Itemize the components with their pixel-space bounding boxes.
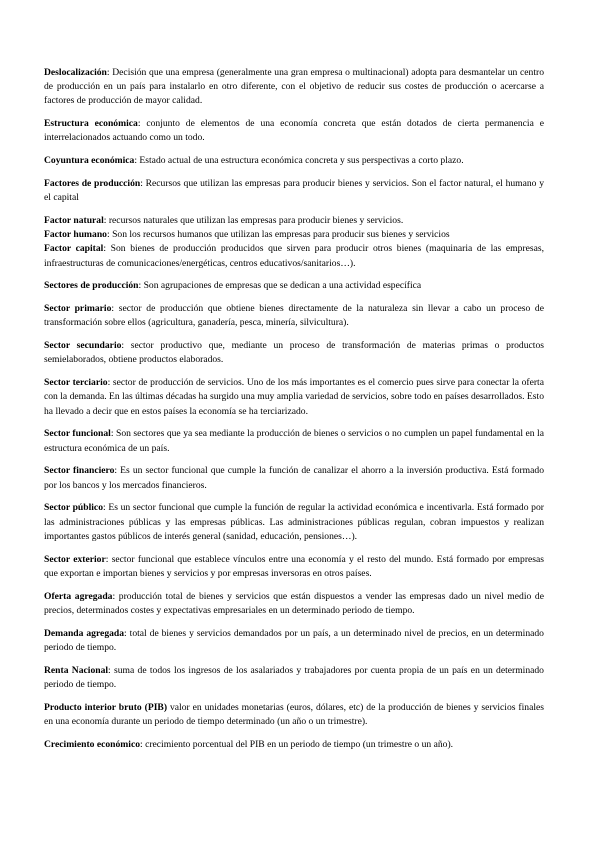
definition-term: Producto interior bruto (PIB): [44, 701, 168, 713]
definition-term: Factor capital: [44, 243, 104, 255]
definition-text: valor en unidades monetarias (euros, dólares, etc) de la producción de bienes y servicios finales en una economía durante un periodo de tiempo determinado (un año o un trimestre).: [44, 701, 544, 727]
definition-text: sector de producción de servicios. Uno de los más importantes es el comercio pues sirve para conectar la oferta con la demanda. En las últimas décadas ha surgido una muy amplia variedad de servicios, sobre todo en países desarrollados. Esto ha llevado a decir que en estos países la economía se ha terciarizado.: [44, 377, 544, 417]
definition-separator: :: [121, 340, 131, 352]
definition-text: Es un sector funcional que cumple la función de regular la actividad económica e incentivarla. Está formado por las administraciones públicas y las empresas públicas. Las administraciones públicas regulan, cobran impuestos y realizan importantes gastos públicos de interés general (sanidad, educación, pensiones…).: [44, 502, 544, 542]
definition-text: sector productivo que, mediante un proceso de transformación de materias primas o productos semielaborados, obtiene productos elaborados.: [44, 340, 544, 366]
definition-entry: [44, 154, 544, 168]
definition-entry: [44, 501, 544, 544]
definition-entry: [44, 177, 544, 205]
definition-text: Decisión que una empresa (generalmente una gran empresa o multinacional) adopta para desmantelar un centro de producción en un país para instalarlo en otro diferente, con el objetivo de reducir sus costes de producción o acercarse a factores de producción de mayor calidad.: [44, 67, 544, 107]
definition-separator: :: [107, 377, 113, 389]
definition-separator: :: [103, 502, 109, 514]
definition-entry: [44, 242, 544, 270]
definition-entry: [44, 553, 544, 581]
definition-term: Sector financiero: [44, 465, 115, 477]
definition-separator: :: [105, 553, 112, 565]
definition-text: sector de producción que obtiene bienes directamente de la naturaleza sin llevar a cabo un proceso de transformación sobre ellos (agricultura, ganadería, pesca, minería, silvicultura).: [44, 303, 544, 329]
definition-term: Demanda agregada: [44, 627, 125, 639]
definition-term: Sector secundario: [44, 340, 122, 352]
definition-term: Coyuntura económica: [44, 155, 135, 167]
definition-term: Estructura económica: [44, 118, 138, 130]
definition-text: crecimiento porcentual del PIB en un periodo de tiempo (un trimestre o un año).: [145, 738, 454, 750]
definition-entry: [44, 590, 544, 618]
definition-entry: [44, 738, 544, 752]
definition-separator: :: [124, 627, 130, 639]
definition-entry: [44, 376, 544, 419]
document-page: [44, 66, 544, 760]
definition-term: Factor humano: [44, 229, 107, 241]
definition-entry: [44, 664, 544, 692]
definition-entry: [44, 627, 544, 655]
definition-separator: :: [138, 280, 144, 292]
definition-entry: [44, 302, 544, 330]
definition-text: Son sectores que ya sea mediante la producción de bienes o servicios o no cumplen un papel fundamental en la estructura económica de un país.: [44, 428, 544, 454]
definition-separator: :: [106, 229, 113, 241]
definition-entry: [44, 214, 544, 228]
definition-entry: [44, 427, 544, 455]
definition-term: Sectores de producción: [44, 280, 139, 292]
definition-separator: :: [140, 178, 146, 189]
definition-separator: :: [114, 465, 121, 477]
definition-term: Sector terciario: [44, 377, 108, 389]
definition-term: Sector exterior: [44, 553, 106, 565]
definition-text: recursos naturales que utilizan las empresas para producir bienes y servicios.: [108, 215, 404, 226]
definition-term: Factor natural: [44, 215, 104, 226]
definition-separator: :: [137, 118, 147, 130]
definition-text: Son agrupaciones de empresas que se dedican a una actividad específica: [143, 280, 422, 292]
definition-term: Oferta agregada: [44, 590, 113, 602]
definition-entry: [44, 228, 544, 242]
definition-separator: :: [106, 67, 113, 78]
definition-entry: [44, 339, 544, 367]
definition-text: Son bienes de producción producidos que sirven para producir otros bienes (maquinaria de las empresas, infraestructuras de comunicaciones/energéticas, centros educativos/sanitarios…).: [44, 243, 544, 269]
definition-separator: :: [111, 303, 119, 315]
definition-text: Es un sector funcional que cumple la función de canalizar el ahorro a la inversión productiva. Está formado por los bancos y los mercados financieros.: [44, 465, 544, 491]
definition-entry: [44, 464, 544, 492]
definition-separator: :: [103, 243, 111, 255]
definition-term: Factores de producción: [44, 178, 141, 189]
definition-text: Son los recursos humanos que utilizan las empresas para producir sus bienes y servicios: [112, 229, 450, 241]
definition-separator: :: [140, 738, 146, 750]
definition-term: Sector primario: [44, 303, 112, 315]
definition-entry: [44, 279, 544, 293]
definition-separator: :: [110, 428, 116, 440]
definition-term: Sector funcional: [44, 428, 111, 440]
definition-term: Crecimiento económico: [44, 738, 140, 750]
definition-separator: :: [103, 215, 109, 226]
definition-separator: :: [108, 664, 114, 676]
definition-separator: :: [134, 155, 140, 167]
definition-text: total de bienes y servicios demandados por un país, a un determinado nivel de precios, en un determinado periodo de tiempo.: [44, 627, 544, 653]
definition-text: sector funcional que establece vínculos entre una economía y el resto del mundo. Está formado por empresas que exportan e importan bienes y servicios y por empresas inversoras en otros países.: [44, 553, 544, 579]
definition-term: Deslocalización: [44, 67, 107, 78]
definition-text: conjunto de elementos de una economía concreta que están dotados de cierta permanencia e interrelacionados actuando como un todo.: [44, 118, 544, 144]
definition-entry: [44, 66, 544, 109]
definition-term: Sector público: [44, 502, 103, 514]
definition-text: producción total de bienes y servicios que están dispuestos a vender las empresas dado un nivel medio de precios, determinados costes y expectativas empresariales en un determinado periodo de tiempo.: [44, 590, 544, 616]
definition-text: Recursos que utilizan las empresas para producir bienes y servicios. Son el factor natural, el humano y el capital: [44, 178, 544, 204]
definition-entry: [44, 117, 544, 145]
definition-text: Estado actual de una estructura económica concreta y sus perspectivas a corto plazo.: [139, 155, 464, 167]
definition-text: suma de todos los ingresos de los asalariados y trabajadores por cuenta propia de un país en un determinado periodo de tiempo.: [44, 664, 544, 690]
definition-term: Renta Nacional: [44, 664, 109, 676]
definition-separator: :: [112, 590, 119, 602]
definition-entry: [44, 701, 544, 729]
